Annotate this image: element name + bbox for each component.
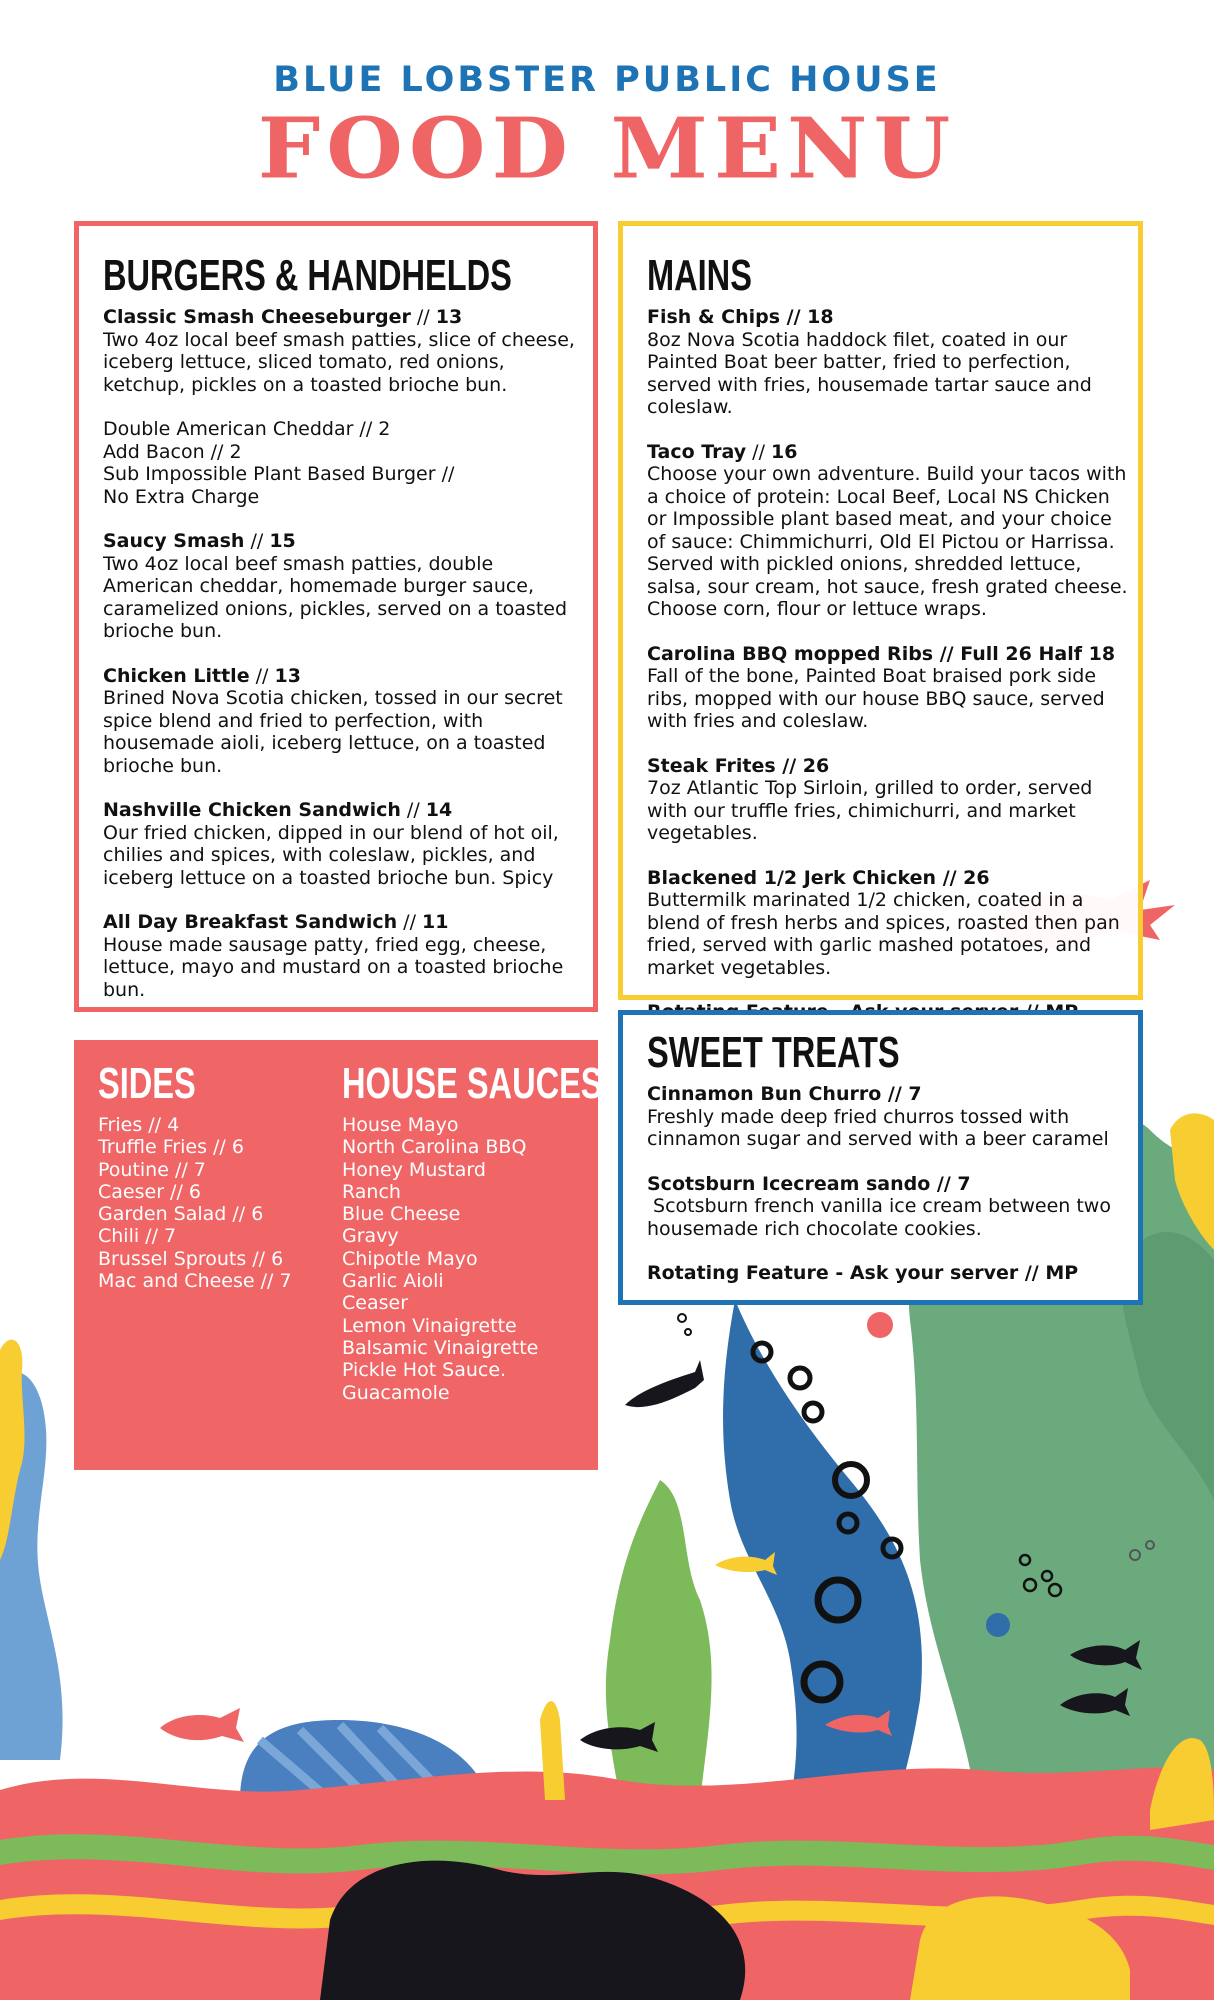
item-description: Our fried chicken, dipped in our blend of hot oil, chilies and spices, with coleslaw, pickles, and iceberg lettuce on a toasted brioche bun. Spicy [103, 821, 559, 889]
menu-item: Rotating Feature - Ask your server // MP [647, 1262, 1079, 1284]
sides-sauces-section [74, 1040, 603, 1470]
burgers-section [74, 221, 598, 1012]
mains-title: MAINS [647, 251, 752, 300]
list-item: Chili // 7 [98, 1225, 177, 1248]
menu-item: Nashville Chicken Sandwich // 14 Our fried chicken, dipped in our blend of hot oil, chilies and spices, with coleslaw, pickles, and iceberg lettuce on a toasted brioche bun. Spicy [103, 799, 575, 889]
item-description: Brined Nova Scotia chicken, tossed in our secret spice blend and fried to perfection, with housemade aioli, iceberg lettuce, on a toasted brioche bun. [103, 687, 563, 777]
item-description: Fall of the bone, Painted Boat braised pork side ribs, mopped with our house BBQ sauce, served with fries and coleslaw. [647, 665, 1105, 732]
menu-item: Blackened 1/2 Jerk Chicken // 26 Buttermilk marinated 1/2 chicken, coated in a blend of fresh herbs and spices, roasted then pan fried, served with garlic mashed potatoes, and market vegetables. [647, 867, 1130, 980]
menu-item: All Day Breakfast Sandwich // 11 House made sausage patty, fried egg, cheese, lettuce, mayo and mustard on a toasted brioche bun. [103, 911, 575, 1001]
item-description: 8oz Nova Scotia haddock filet, coated in our Painted Boat beer batter, fried to perfection, served with fries, housemade tartar sauce and coleslaw. [647, 328, 1092, 418]
list-item: North Carolina BBQ [342, 1136, 527, 1159]
list-item: Chipotle Mayo [342, 1247, 478, 1270]
item-description: Two 4oz local beef smash patties, double American cheddar, homemade burger sauce, caramelized onions, pickles, served on a toasted brioche bun. [103, 552, 568, 642]
menu-header [0, 60, 1214, 196]
item-description: House made sausage patty, fried egg, cheese, lettuce, mayo and mustard on a toasted brioche bun. [103, 933, 564, 1001]
menu-item: Saucy Smash // 15 Two 4oz local beef smash patties, double American cheddar, homemade burger sauce, caramelized onions, pickles, served on a toasted brioche bun. [103, 530, 575, 643]
restaurant-name: BLUE LOBSTER PUBLIC HOUSE [273, 60, 941, 100]
menu-item: Classic Smash Cheeseburger // 13 Two 4oz local beef smash patties, slice of cheese, iceberg lettuce, sliced tomato, red onions, ketchup, pickles on a toasted brioche bun. [103, 306, 575, 396]
menu-item: Cinnamon Bun Churro // 7 Freshly made deep fried churros tossed with cinnamon sugar and served with a beer caramel [647, 1083, 1130, 1151]
list-item: Poutine // 7 [98, 1158, 206, 1181]
list-item: Brussel Sprouts // 6 [98, 1247, 284, 1270]
item-description: Scotsburn french vanilla ice cream between two housemade rich chocolate cookies. [647, 1195, 1118, 1240]
menu-item: Steak Frites // 26 7oz Atlantic Top Sirloin, grilled to order, served with our truffle fries, chimichurri, and market vegetables. [647, 755, 1130, 845]
list-item: Guacamole [342, 1381, 450, 1404]
list-item: Mac and Cheese // 7 [98, 1270, 292, 1293]
menu-item: Scotsburn Icecream sando // 7 Scotsburn french vanilla ice cream between two housemade rich chocolate cookies. [647, 1173, 1130, 1241]
menu-item: Fish & Chips // 18 8oz Nova Scotia haddock filet, coated in our Painted Boat beer batter, fried to perfection, served with fries, housemade tartar sauce and coleslaw. [647, 306, 1130, 419]
sides-title: SIDES [98, 1059, 196, 1108]
list-item: Garden Salad // 6 [98, 1203, 264, 1226]
list-item: Truffle Fries // 6 [98, 1136, 244, 1159]
sweet-treats-section [618, 1010, 1143, 1305]
item-description: 7oz Atlantic Top Sirloin, grilled to order, served with our truffle fries, chimichurri, and market vegetables. [647, 777, 1093, 844]
list-item: House Mayo [342, 1114, 459, 1136]
sauces-title: HOUSE SAUCES [342, 1059, 603, 1108]
menu-item: Carolina BBQ mopped Ribs // Full 26 Half 18 Fall of the bone, Painted Boat braised pork side ribs, mopped with our house BBQ sauce, served with fries and coleslaw. [647, 643, 1130, 733]
list-item: Lemon Vinaigrette [342, 1314, 517, 1337]
list-item: Gravy [342, 1225, 399, 1248]
list-item: Ceaser [342, 1292, 408, 1315]
menu-item: Chicken Little // 13 Brined Nova Scotia chicken, tossed in our secret spice blend and fried to perfection, with housemade aioli, iceberg lettuce, on a toasted brioche bun. [103, 665, 575, 778]
menu-item: Taco Tray // 16 Choose your own adventure. Build your tacos with a choice of protein: Local Beef, Local NS Chicken or Impossible plant based meat, and your choice of sauce: Chimmichurri, Old El Pictou or Harrissa. Served with pickled onions, shredded lettuce, salsa, sour cream, hot sauce, fresh grated cheese. Choose corn, flour or lettuce wraps. [647, 441, 1130, 621]
list-item: Blue Cheese [342, 1203, 461, 1226]
list-item: Balsamic Vinaigrette [342, 1336, 539, 1359]
item-description: Choose your own adventure. Build your tacos with a choice of protein: Local Beef, Local NS Chicken or Impossible plant based meat, and your choice of sauce: Chimmichurri, Old El Pictou or Harrissa. Served with pickled onions, shredded lettuce, salsa, sour cream, hot sauce, fresh grated cheese. Choose corn, flour or lettuce wraps. [647, 463, 1128, 620]
sauces-column [342, 1059, 603, 1404]
item-description: Buttermilk marinated 1/2 chicken, coated in a blend of fresh herbs and spices, roasted then pan fried, served with garlic mashed potatoes, and market vegetables. [647, 889, 1120, 979]
add-ons: Double American Cheddar // 2 Add Bacon // 2 Sub Impossible Plant Based Burger // No Extra Charge [103, 418, 455, 508]
sides-column [98, 1060, 318, 1292]
burgers-title: BURGERS & HANDHELDS [103, 251, 512, 300]
list-item: Caeser // 6 [98, 1180, 201, 1203]
item-description: Freshly made deep fried churros tossed with cinnamon sugar and served with a beer caramel [647, 1105, 1109, 1150]
list-item: Ranch [342, 1180, 401, 1203]
list-item: Garlic Aioli [342, 1270, 444, 1293]
list-item: Fries // 4 [98, 1114, 180, 1136]
item-description: Two 4oz local beef smash patties, slice of cheese, iceberg lettuce, sliced tomato, red onions, ketchup, pickles on a toasted brioche bun. [103, 328, 575, 396]
list-item: Pickle Hot Sauce. [342, 1359, 507, 1382]
list-item: Honey Mustard [342, 1158, 486, 1181]
treats-title: SWEET TREATS [647, 1028, 900, 1077]
menu-title: FOOD MENU [257, 98, 957, 198]
mains-section [618, 221, 1143, 1000]
